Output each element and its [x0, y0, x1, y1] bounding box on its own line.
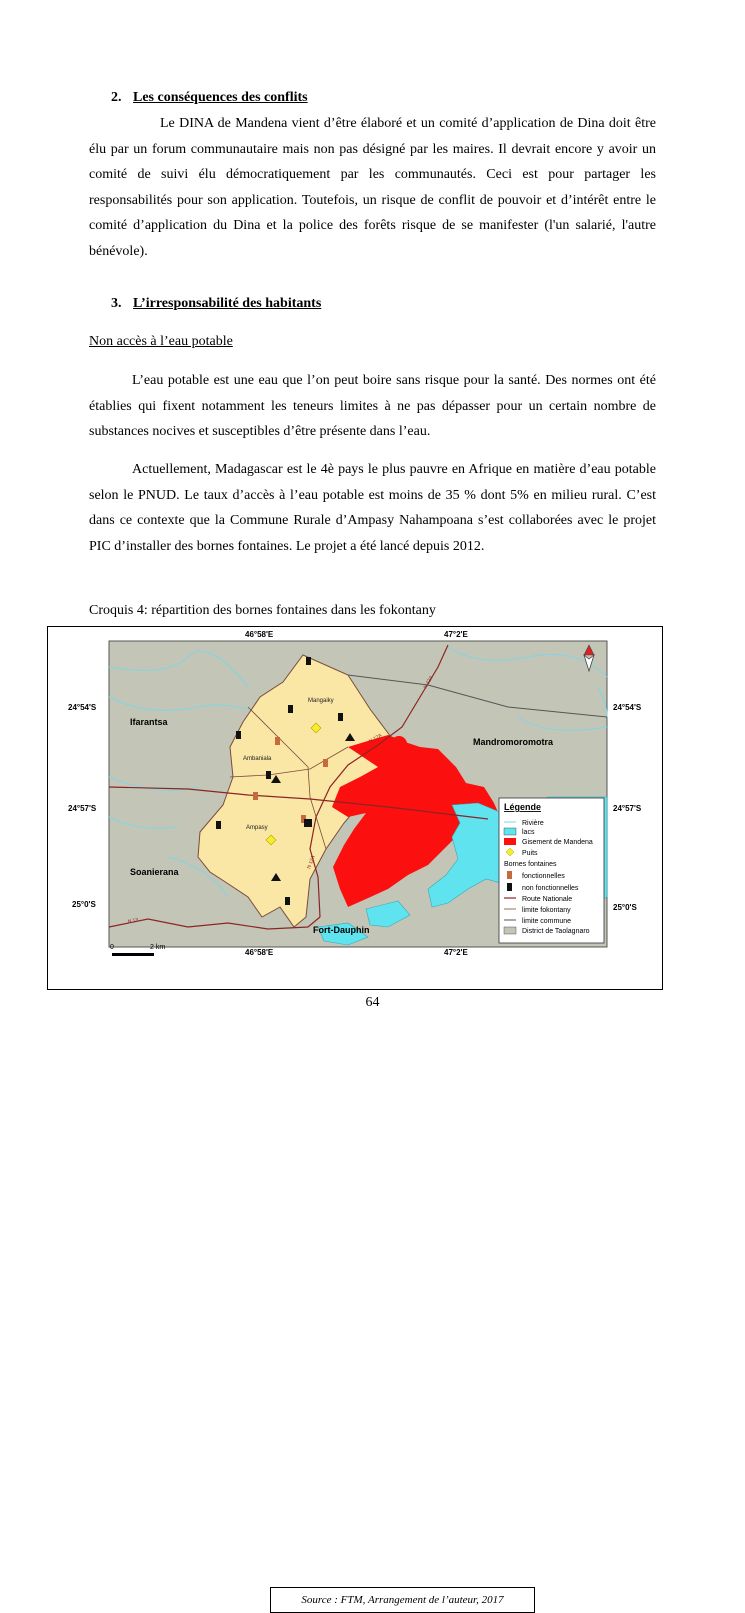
legend-riviere: Rivière — [522, 820, 544, 827]
road-label: N 13 — [127, 917, 139, 925]
borne-non-fonctionnelle — [216, 821, 221, 829]
road-label: N 12A — [306, 854, 317, 870]
coord-top-right: 47°2'E — [444, 630, 468, 639]
coord-bottom-left: 46°58'E — [245, 948, 274, 957]
section-3-title: L’irresponsabilité des habitants — [133, 296, 322, 311]
legend-commune: limite commune — [522, 918, 572, 925]
borne-non-fonctionnelle — [304, 819, 312, 827]
place-ambaniala: Ambaniala — [243, 756, 272, 762]
place-soanierana: Soanierana — [130, 867, 179, 877]
scale-start: 0 — [110, 944, 114, 951]
figure-caption: Croquis 4: répartition des bornes fontaines dans les fokontany — [89, 603, 436, 618]
section-3-paragraph-1: L’eau potable est une eau que l’on peut boire sans risque pour la santé. Des normes ont été établies qui fixent notamment les teneurs limites à ne pas dépasser pour un certain nombre de substances nocives et susceptibles d’être présente dans l’eau. — [89, 373, 656, 440]
legend-route: Route Nationale — [522, 896, 573, 903]
borne-non-fonctionnelle — [306, 657, 311, 665]
borne-non-fonctionnelle — [236, 731, 241, 739]
coord-top-left: 46°58'E — [245, 630, 274, 639]
section-2-title: Les conséquences des conflits — [133, 90, 308, 105]
road-label: N 12A — [422, 674, 435, 690]
legend-district: District de Taolagnaro — [522, 928, 590, 935]
section-3-heading — [111, 296, 321, 312]
borne-non-fonctionnelle — [266, 771, 271, 779]
borne-fonctionnelle — [275, 737, 280, 745]
legend-puits: Puits — [522, 850, 538, 857]
coord-bottom-right: 47°2'E — [444, 948, 468, 957]
map-legend — [499, 798, 604, 943]
place-fort-dauphin: Fort-Dauphin — [313, 925, 370, 935]
section-3-number: 3. — [111, 296, 122, 311]
section-2-heading — [111, 90, 308, 106]
legend-bornes: Bornes fontaines — [504, 861, 557, 868]
borne-non-fonctionnelle — [285, 897, 290, 905]
legend-gisement: Gisement de Mandena — [522, 839, 593, 846]
road-label: N 12A — [368, 732, 384, 745]
gisement-area — [391, 736, 407, 752]
coord-right-top: 24°54'S — [613, 703, 642, 712]
coord-right-mid: 24°57'S — [613, 804, 642, 813]
place-mandromoromotra: Mandromoromotra — [473, 737, 554, 747]
coord-left-mid: 24°57'S — [68, 804, 97, 813]
section-2-number: 2. — [111, 90, 122, 105]
figure-source: Source : FTM, Arrangement de l’auteur, 2017 — [270, 1587, 535, 1613]
section-3-paragraph-2: Actuellement, Madagascar est le 4è pays le plus pauvre en Afrique en matière d’eau potable selon le PNUD. Le taux d’accès à l’eau potable est moins de 35 % dont 5% en milieu rural. C’est dans ce contexte que la Commune Rurale d’Ampasy Nahampoana s’est collaborées avec le projet PIC d’installer des bornes fontaines. Le projet a été lancé depuis 2012. — [89, 462, 656, 554]
section-3-subtitle: Non accès à l’eau potable — [89, 334, 233, 349]
legend-lacs: lacs — [522, 829, 535, 836]
place-ampasy: Ampasy — [246, 825, 268, 831]
coord-right-bottom: 25°0'S — [613, 903, 637, 912]
place-ifarantsa: Ifarantsa — [130, 717, 168, 727]
place-mangaiky: Mangaiky — [308, 698, 334, 704]
legend-title: Légende — [504, 802, 542, 812]
borne-fonctionnelle — [253, 792, 258, 800]
borne-non-fonctionnelle — [338, 713, 343, 721]
map-svg — [48, 627, 662, 989]
section-2-paragraph: Le DINA de Mandena vient d’être élaboré et un comité d’application de Dina doit être élu par un forum communautaire mais non pas désigné par les maires. Il devrait encore y avoir un comité de suivi élu démocratiquement par les communautés. Ceci est pour partager les responsabilités pour son application. Toutefois, un risque de conflit de pouvoir et d’intérêt entre le comité d’application du Dina et la police des forêts risque de se manifester (l'un salarié, l'autre bénévole). — [89, 116, 656, 259]
legend-non-fonctionnelles: non fonctionnelles — [522, 885, 579, 892]
coord-left-bottom: 25°0'S — [72, 900, 96, 909]
legend-fonctionnelles: fonctionnelles — [522, 873, 565, 880]
legend-fokontany: limite fokontany — [522, 907, 571, 914]
borne-non-fonctionnelle — [288, 705, 293, 713]
page-number: 64 — [365, 995, 380, 1010]
scale-end: 2 km — [150, 944, 166, 951]
borne-fonctionnelle — [323, 759, 328, 767]
coord-left-top: 24°54'S — [68, 703, 97, 712]
